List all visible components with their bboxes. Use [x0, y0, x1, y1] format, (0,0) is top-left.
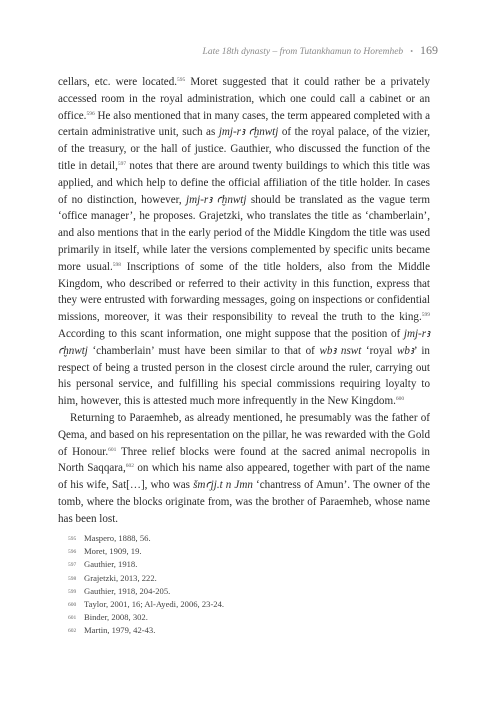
footnote-ref[interactable]: 597 — [117, 160, 127, 167]
footnote-number: 601 — [68, 615, 77, 622]
footnote — [68, 558, 224, 571]
footnote-number: 598 — [68, 575, 77, 582]
footnote-text: Grajetzki, 2013, 222. — [84, 572, 157, 583]
footnote-text: Gauthier, 1918, 204-205. — [84, 585, 171, 596]
running-title: Late 18th dynasty – from Tutankhamun to Horemheb — [202, 47, 404, 57]
text-run: notes that there are around twenty buildings to which this title was applied, and which help to define the official affiliation of the title holder. In cases of no distinction, however, — [58, 159, 431, 206]
text-run: Inscriptions of some of the title holders, also from the Middle Kingdom, who described or referred to their activity in this function, express that they were entrusted with forwarding messages, going on inspections or confidential missions, moreover, it was their responsibility to reveal the truth to the king. — [58, 260, 431, 324]
footnote-number: 600 — [68, 602, 77, 609]
footnote-number: 597 — [68, 562, 77, 569]
header-separator: • — [410, 47, 413, 56]
footnote-text: Taylor, 2001, 16; Al-Ayedi, 2006, 23-24. — [84, 599, 225, 610]
text-run: ‘chantress of Amun’. The owner of the tomb, where the blocks originate from, was the brother of Paraemheb, whose name has been lost. — [58, 479, 431, 525]
footnote-text: Binder, 2008, 302. — [84, 612, 148, 623]
text-run: He also mentioned that in many cases, the term appeared completed with a certain administrative unit, such as — [58, 109, 430, 139]
transliteration: jmj-rꜣ ꜥḫnwtj — [218, 126, 279, 139]
text-run: should be translated as the vague term ‘office manager’, he proposes. Grajetzki, who translates the title as ‘chamberlain’, and also mentions that in the early period of the Middle Kingdom the title was used primarily in itself, while later the versions complemented by specific units became more usual. — [58, 193, 430, 273]
footnote — [68, 532, 224, 545]
paragraph — [58, 410, 430, 528]
transliteration: šmꜥjj.t n Jmn — [193, 479, 253, 492]
footnote-ref[interactable]: 601 — [108, 446, 117, 453]
paragraph — [58, 74, 430, 410]
text-run: on which his name also appeared, together with part of the name of his wife, Sat[…], who was — [58, 462, 430, 492]
text-run: of the royal palace, of the vizier, of the treasury, or the hall of justice. Gauthier, who discussed the function of the title in detail, — [58, 126, 430, 172]
body-text — [58, 74, 430, 528]
footnotes — [68, 532, 224, 638]
text-run: ‘chamberlain’ must have been similar to that of — [87, 344, 320, 357]
footnote-ref[interactable]: 599 — [421, 312, 430, 319]
page-number: 169 — [420, 43, 438, 57]
footnote-number: 595 — [68, 536, 77, 542]
text-run: Three relief blocks were found at the sacred animal necropolis in North Saqqara, — [58, 445, 430, 475]
text-run: According to this scant information, one might suppose that the position of — [58, 327, 404, 340]
footnote — [68, 572, 224, 585]
text-run: cellars, etc. were located. — [58, 76, 178, 88]
transliteration: wbꜣ nswt — [319, 344, 362, 357]
footnote-number: 602 — [68, 628, 77, 635]
transliteration: wbꜣ — [396, 344, 414, 357]
footnote-text: Gauthier, 1918. — [84, 559, 138, 570]
transliteration: jmj-rꜣ ꜥḫnwtj — [186, 193, 247, 206]
footnote-text: Moret, 1909, 19. — [84, 546, 142, 557]
transliteration: jmj-rꜣ ꜥḫnwtj — [58, 327, 430, 357]
footnote-number: 596 — [68, 549, 77, 556]
text-run: ‘royal — [361, 344, 397, 357]
footnote-text: Martin, 1979, 42-43. — [84, 625, 156, 636]
footnote-number: 599 — [68, 588, 77, 595]
footnote-text: Maspero, 1888, 56. — [84, 533, 151, 543]
text-run: Returning to Paraemheb, as already mentioned, he presumably was the father of Qema, and based on his representation on the pillar, he was rewarded with the Gold of Honour. — [58, 411, 430, 458]
footnote — [68, 624, 224, 637]
footnote-ref[interactable]: 602 — [125, 463, 134, 470]
footnote-ref[interactable]: 595 — [177, 77, 186, 83]
footnote-ref[interactable]: 596 — [86, 110, 95, 117]
footnote — [68, 585, 224, 598]
footnote-ref[interactable]: 598 — [112, 261, 122, 268]
text-run: ’ in respect of being a trusted person in the closest circle around the ruler, carrying out his personal service, and fulfilling his special commissions requiring loyalty to him, however, this is attested much more infrequently in the New Kingdom. — [58, 344, 430, 408]
text-run: Moret suggested that it could rather be a privately accessed room in the royal administration, which one could call a cabinet or an office. — [58, 76, 430, 122]
footnote — [68, 611, 224, 624]
footnote — [68, 545, 224, 558]
footnote — [68, 598, 224, 611]
running-header — [203, 43, 438, 58]
footnote-ref[interactable]: 600 — [395, 396, 405, 403]
